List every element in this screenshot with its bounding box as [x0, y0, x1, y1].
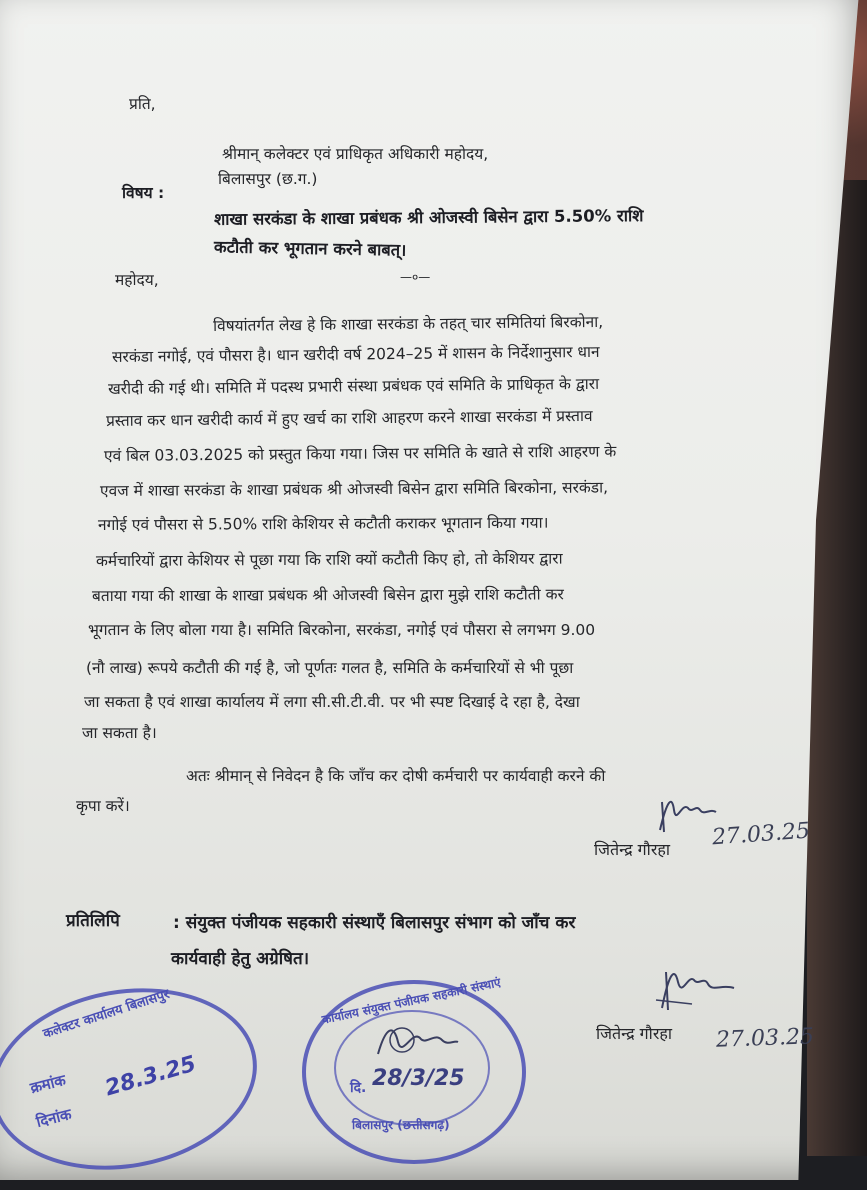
signatory-name-2: जितेन्द्र गौरहा [596, 1024, 672, 1043]
request-line-2: कृपा करें। [76, 797, 130, 815]
body-line: जा सकता है। [82, 724, 157, 742]
center-stamp-ring-text: कार्यालय संयुक्त पंजीयक सहकारी संस्थाएं [320, 975, 502, 1027]
signature-date-1: 27.03.25 [711, 818, 811, 851]
body-line: भूगतान के लिए बोला गया है। समिति बिरकोना, सरकंडा, नगोई एवं पौसरा से लगभग 9.00 [88, 621, 596, 639]
request-line-1: अतः श्रीमान् से निवेदन है कि जाँच कर दोषी कर्मचारी पर कार्यवाही करने की [186, 767, 606, 785]
left-stamp-number-label: क्रमांक [28, 1070, 68, 1098]
body-line: कर्मचारियों द्वारा केशियर से पूछा गया कि राशि क्यों कटौती किए हो, तो केशियर द्वारा [95, 549, 563, 570]
body-line: (नौ लाख) रूपये कटौती की गई है, जो पूर्णतः गलत है, समिति के कर्मचारियों से भी पूछा [86, 659, 574, 677]
copy-line-1: : संयुक्त पंजीयक सहकारी संस्थाएँ बिलासपुर संभाग को जाँच कर [173, 913, 576, 933]
addressee-line-1: श्रीमान् कलेक्टर एवं प्राधिकृत अधिकारी महोदय, [222, 145, 489, 163]
handwritten-signature-2 [652, 958, 742, 1018]
body-line: एवज में शाखा सरकंडा के शाखा प्रबंधक श्री ओजस्वी बिसेन द्वारा समिति बिरकोना, सरकंडा, [99, 478, 609, 500]
signature-date-2: 27.03.25 [715, 1024, 815, 1053]
salutation: महोदय, [115, 271, 159, 289]
center-stamp-signature [372, 1018, 462, 1062]
left-stamp-ring-text: कलेक्टर कार्यालय बिलासपुर [41, 986, 172, 1042]
body-line: नगोई एवं पौसरा से 5.50% राशि केशियर से कटौती कराकर भूगतान किया गया। [97, 513, 549, 534]
body-line: एवं बिल 03.03.2025 को प्रस्तुत किया गया। जिस पर समिति के खाते से राशि आहरण के [103, 442, 617, 465]
signatory-name-1: जितेन्द्र गौरहा [594, 840, 670, 859]
copy-label: प्रतिलिपि [66, 911, 120, 931]
subject-label: विषय : [122, 184, 165, 202]
subject-line-2: कटौती कर भूगतान करने बाबत्। [213, 237, 407, 260]
separator: —०— [400, 270, 431, 284]
body-line: प्रस्ताव कर धान खरीदी कार्य में हुए खर्च का राशि आहरण करने शाखा सरकंडा में प्रस्ताव [105, 406, 593, 430]
center-stamp-date: 28/3/25 [372, 1066, 465, 1091]
body-line: बताया गया की शाखा के शाखा प्रबंधक श्री ओजस्वी बिसेन द्वारा मुझे राशि कटौती कर [91, 585, 564, 605]
body-line: जा सकता है एवं शाखा कार्यालय में लगा सी.सी.टी.वी. पर भी स्पष्ट दिखाई दे रहा है, देखा [84, 693, 580, 711]
addressee-line-2: बिलासपुर (छ.ग.) [218, 170, 318, 188]
center-stamp-bottom-text: बिलासपुर (छत्तीसगढ़) [352, 1118, 450, 1132]
left-stamp-date-label: दिनांक [34, 1104, 74, 1132]
body-line: विषयांतर्गत लेख हे कि शाखा सरकंडा के तहत् चार समितियां बिरकोना, [212, 312, 604, 335]
prati-text: प्रति, [129, 95, 156, 113]
copy-line-2: कार्यवाही हेतु अग्रेषित। [171, 949, 310, 969]
left-stamp-date: 28.3.25 [102, 1051, 199, 1102]
body-line: सरकंडा नगोई, एवं पौसरा है। धान खरीदी वर्ष 2024–25 में शासन के निर्देशानुसार धान [111, 342, 600, 366]
subject-line-1: शाखा सरकंडा के शाखा प्रबंधक श्री ओजस्वी बिसेन द्वारा 5.50% राशि [213, 206, 644, 229]
center-stamp-date-label: दि. [350, 1080, 367, 1096]
body-line: खरीदी की गई थी। समिति में पदस्थ प्रभारी संस्था प्रबंधक एवं समिति के प्राधिकृत के द्वारा [107, 374, 600, 398]
